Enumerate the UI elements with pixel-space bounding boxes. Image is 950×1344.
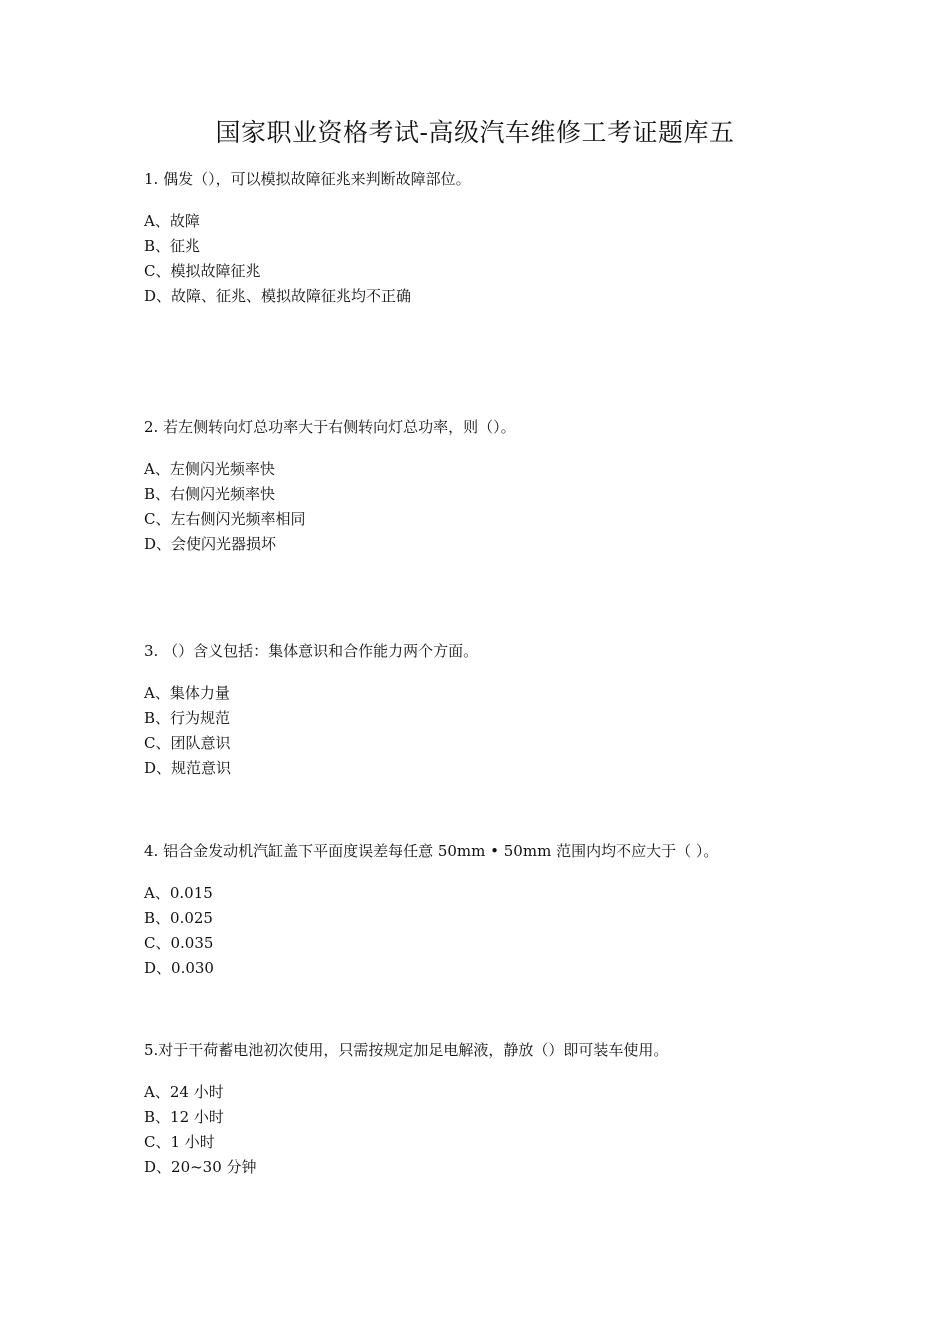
option-c: C、1 小时 <box>144 1133 215 1151</box>
option-d: D、规范意识 <box>144 759 232 777</box>
question-1 <box>144 169 844 309</box>
option-list <box>144 1080 844 1180</box>
question-4 <box>144 841 844 981</box>
option-d: D、会使闪光器损坏 <box>144 535 277 553</box>
option-b: B、征兆 <box>144 237 201 255</box>
question-text: 5.对于干荷蓄电池初次使用，只需按规定加足电解液，静放（）即可装车使用。 <box>144 1041 669 1059</box>
option-c: C、模拟故障征兆 <box>144 262 261 280</box>
option-c: C、团队意识 <box>144 734 231 752</box>
option-c: C、0.035 <box>144 934 214 952</box>
option-b: B、12 小时 <box>144 1108 224 1126</box>
option-a: A、24 小时 <box>144 1083 224 1101</box>
option-a: A、0.015 <box>144 884 213 902</box>
question-text: 1. 偶发（），可以模拟故障征兆来判断故障部位。 <box>144 170 471 188</box>
option-b: B、0.025 <box>144 909 213 927</box>
question-2 <box>144 417 844 557</box>
question-3 <box>144 641 844 781</box>
option-list <box>144 457 844 557</box>
option-list <box>144 881 844 981</box>
question-text: 3. （）含义包括：集体意识和合作能力两个方面。 <box>144 642 479 660</box>
option-a: A、集体力量 <box>144 684 230 702</box>
option-list <box>144 209 844 309</box>
question-text: 4. 铝合金发动机汽缸盖下平面度误差每任意 50mm • 50mm 范围内均不应大于（ ）。 <box>144 842 719 860</box>
option-list <box>144 681 844 781</box>
page-title: 国家职业资格考试-高级汽车维修工考证题库五 <box>215 118 735 147</box>
option-d: D、0.030 <box>144 959 214 977</box>
option-b: B、右侧闪光频率快 <box>144 485 276 503</box>
option-d: D、故障、征兆、模拟故障征兆均不正确 <box>144 287 412 305</box>
question-text: 2. 若左侧转向灯总功率大于右侧转向灯总功率，则（）。 <box>144 418 516 436</box>
option-a: A、故障 <box>144 212 200 230</box>
question-5 <box>144 1040 844 1180</box>
option-c: C、左右侧闪光频率相同 <box>144 510 306 528</box>
option-b: B、行为规范 <box>144 709 231 727</box>
option-a: A、左侧闪光频率快 <box>144 460 275 478</box>
option-d: D、20~30 分钟 <box>144 1158 257 1176</box>
